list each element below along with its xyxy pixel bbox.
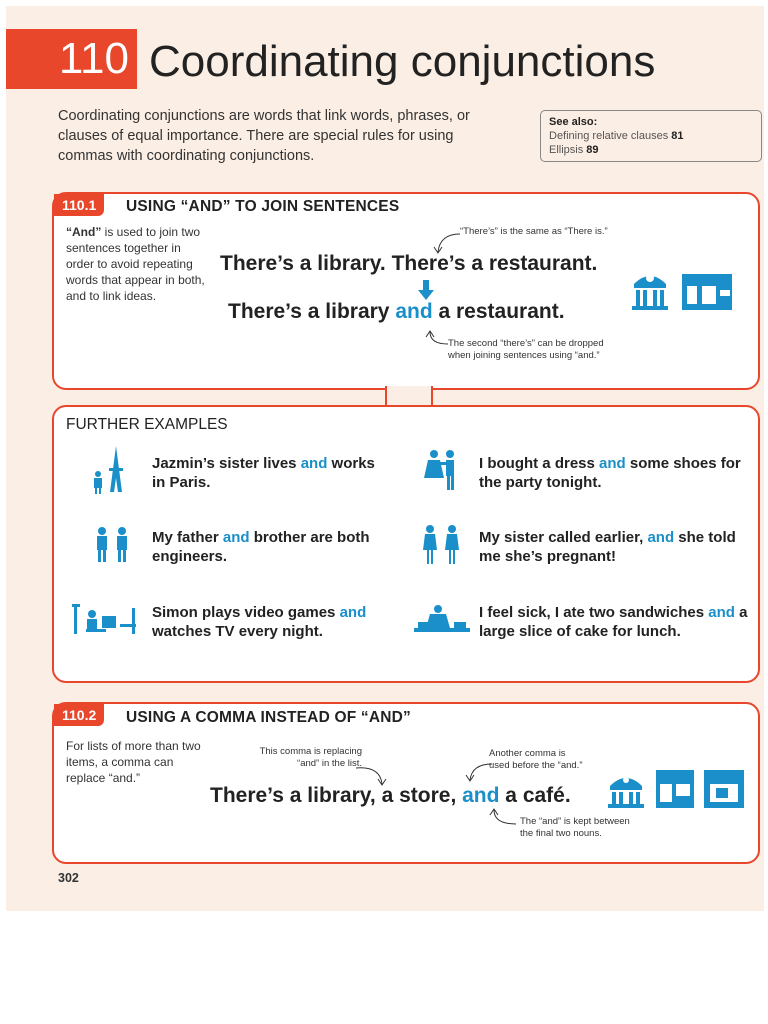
example-text: Jazmin’s sister lives and works in Paris. [152,455,375,491]
down-arrow-icon [418,280,434,302]
arrow-annotation-icon [488,808,518,830]
example-text: My sister called earlier, and she told me she’s pregnant! [479,529,736,565]
dancing-couple-icon [418,448,466,492]
example-sentence-comma: There’s a library, a store, and a café. [210,784,571,807]
see-also-box [540,110,762,162]
side-note: For lists of more than two items, a comma can replace “and.” [66,739,201,785]
annotation-bottom: The “and” is kept between the final two nouns. [520,816,630,839]
chapter-number: 110 [6,29,137,89]
section-110-2-panel [52,702,760,864]
example-text: My father and brother are both engineers. [152,529,370,565]
section-title: USING “AND” TO JOIN SENTENCES [126,198,400,215]
example-text: Simon plays video games and watches TV every night. [152,604,367,640]
further-examples-title: FURTHER EXAMPLES [66,416,228,433]
library-restaurant-icon [630,264,740,312]
engineers-icon [92,526,136,564]
see-also-item[interactable]: Defining relative clauses 81 [549,130,684,142]
section-title: USING A COMMA INSTEAD OF “AND” [126,709,411,726]
library-store-cafe-icon [608,768,748,810]
section-tag: 110.1 [54,194,104,216]
intro-text: Coordinating conjunctions are words that link words, phrases, or clauses of equal importance. There are special rules for using commas with coordinating conjunctions. [58,108,470,164]
example-sentence-2: There’s a library and a restaurant. [228,300,565,323]
side-note: “And” is used to join two sentences together in order to avoid repeating words that appear in both, and to link ideas. [66,225,205,303]
see-also-item[interactable]: Ellipsis 89 [549,144,599,156]
eiffel-tower-icon [88,444,132,496]
arrow-annotation-icon [424,330,450,348]
section-tag: 110.2 [54,704,104,726]
page-number: 302 [58,871,79,885]
annotation-top: “There’s” is the same as “There is.” [460,226,608,237]
example-sentence-1: There’s a library. There’s a restaurant. [220,252,598,275]
annotation-bottom: The second “there’s” can be dropped when joining sentences using “and.” [448,338,604,361]
two-women-icon [420,524,464,566]
example-text: I feel sick, I ate two sandwiches and a large slice of cake for lunch. [479,604,748,640]
page-title: Coordinating conjunctions [149,37,656,86]
gaming-desk-icon [72,602,142,638]
annotation-left: This comma is replacing “and” in the list. [259,746,362,769]
person-eating-icon [414,604,470,638]
arrow-annotation-icon [464,760,494,784]
example-text: I bought a dress and some shoes for the party tonight. [479,455,741,491]
annotation-right: Another comma is used before the “and.” [489,748,583,771]
section-110-1-panel [52,192,760,390]
see-also-heading: See also: [549,116,598,128]
